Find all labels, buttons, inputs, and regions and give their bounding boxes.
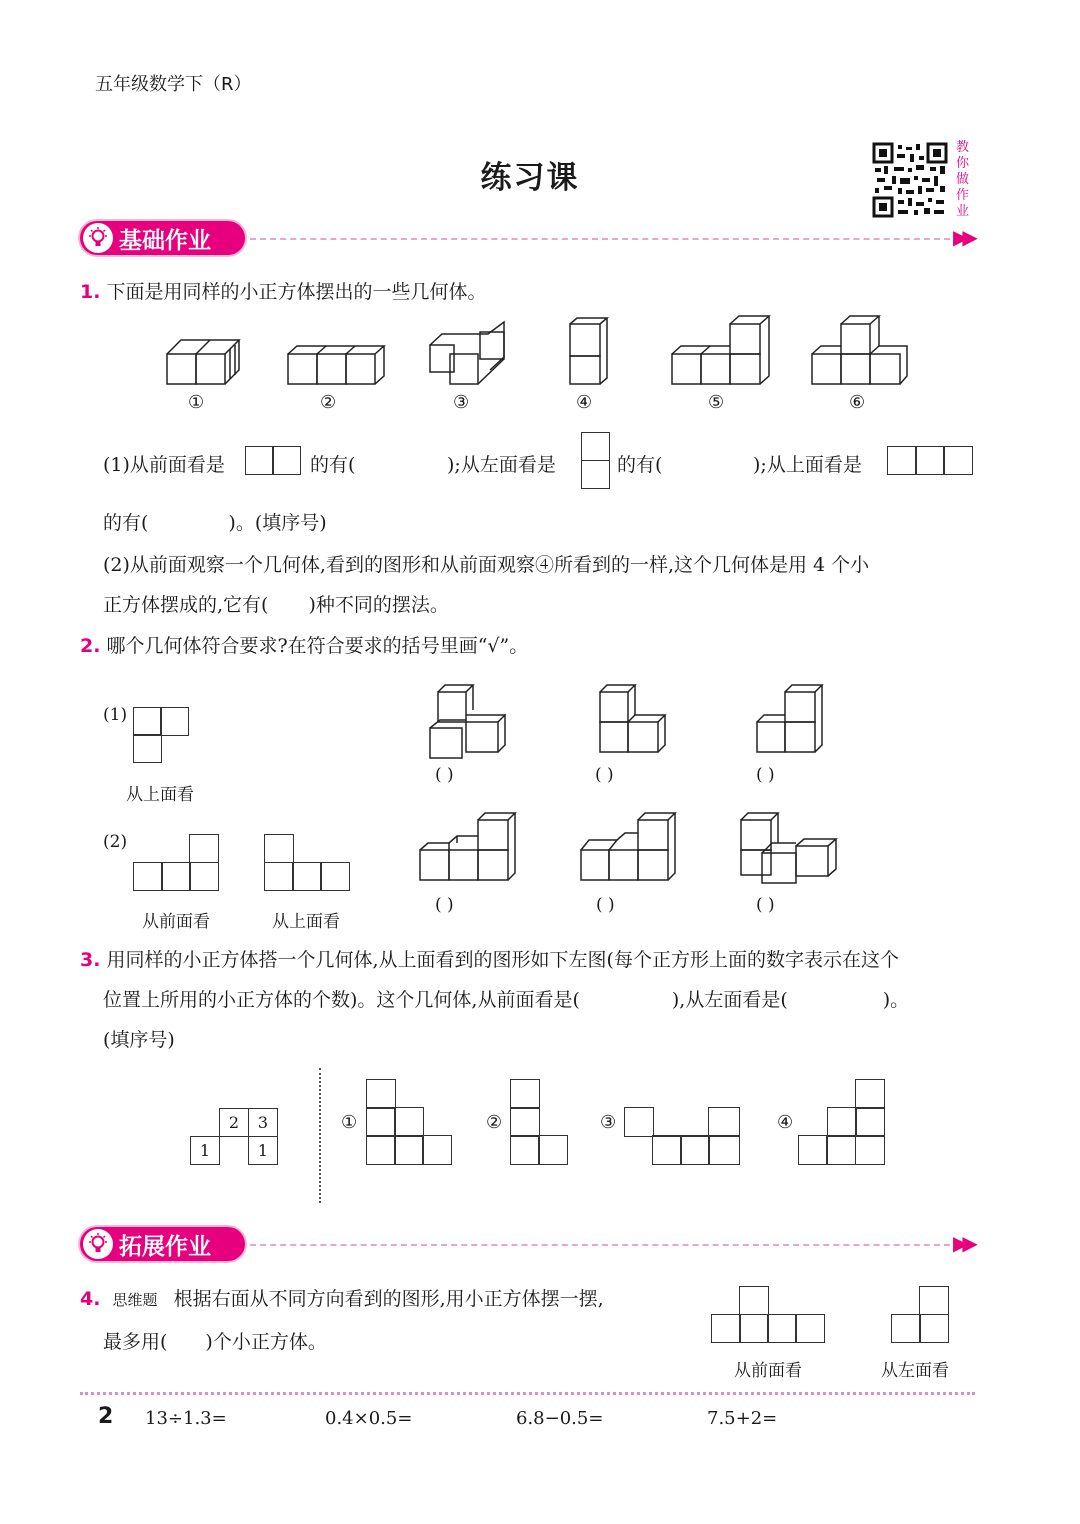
shape-cell — [422, 1135, 452, 1165]
shape-cell — [581, 460, 610, 489]
double-arrow-icon: ▶▶ — [953, 225, 972, 249]
caption: 从左面看 — [881, 1361, 949, 1381]
q3-line2: 位置上所用的小正方体的个数)。这个几何体,从前面看是( ),从左面看是( )。 — [103, 989, 910, 1011]
shape-cell — [394, 1107, 424, 1137]
shape-cell — [680, 1135, 710, 1165]
shape-cell — [160, 707, 189, 736]
shape-cell — [915, 446, 945, 475]
answer-parens[interactable]: ( ) — [596, 895, 615, 915]
shape-cell — [798, 1135, 828, 1165]
shape-cell — [739, 1314, 769, 1343]
grid-cell: 1 — [190, 1136, 220, 1165]
shape-cell — [887, 446, 917, 475]
shape-cell — [767, 1314, 797, 1343]
caption: 从上面看 — [272, 912, 340, 932]
shape-cell — [855, 1079, 885, 1109]
shape-cell — [827, 1107, 857, 1137]
shape-cell — [919, 1314, 949, 1343]
divider — [250, 238, 950, 240]
q1-p1-text: 的有( — [310, 454, 356, 476]
shape-cell — [510, 1107, 540, 1137]
shape-cell — [264, 862, 294, 891]
fig-label: ② — [486, 1112, 503, 1133]
shape-cell — [272, 446, 301, 475]
shape-cell — [943, 446, 973, 475]
question-3: 3. 用同样的小正方体搭一个几何体,从上面看到的图形如下左图(每个正方形上面的数字表示在这个 — [80, 949, 899, 971]
q2-row1-figures — [420, 680, 840, 760]
qr-code-icon — [872, 142, 948, 218]
fig-label: ③ — [600, 1112, 617, 1133]
caption: 从前面看 — [142, 912, 210, 932]
q1-p1-text: 的有( — [617, 454, 663, 476]
q2-row2-figures — [415, 808, 845, 888]
section-banner-extend — [80, 1227, 245, 1261]
shape-cell — [826, 1135, 856, 1165]
answer-parens[interactable]: ( ) — [435, 895, 454, 915]
shape-cell — [891, 1314, 921, 1343]
shape-cell — [919, 1286, 949, 1315]
question-4: 4. 思维题 根据右面从不同方向看到的图形,用小正方体摆一摆, — [80, 1288, 604, 1310]
q1-p1-text: );从上面看是 — [753, 454, 862, 476]
q1-p1-text: );从左面看是 — [447, 454, 556, 476]
exercise: 0.4×0.5= — [325, 1408, 413, 1429]
grid-cell: 3 — [248, 1108, 278, 1137]
q1-figures — [150, 312, 930, 417]
shape-cell — [711, 1314, 741, 1343]
shape-cell — [795, 1314, 825, 1343]
fig-label: ① — [188, 392, 205, 413]
lightbulb-icon — [83, 223, 113, 253]
fig-label: ④ — [576, 392, 593, 413]
shape-cell — [855, 1135, 885, 1165]
shape-cell — [366, 1079, 396, 1109]
section-title: 拓展作业 — [119, 1233, 211, 1260]
shape-cell — [652, 1107, 710, 1137]
shape-cell — [292, 862, 322, 891]
q1-p2-text: (2)从前面观察一个几何体,看到的图形和从前面观察④所看到的一样,这个几何体是用 4 个小 — [103, 554, 870, 576]
shape-cell — [245, 446, 274, 475]
answer-parens[interactable]: ( ) — [595, 765, 614, 785]
shape-cell — [161, 862, 191, 891]
shape-cell — [708, 1107, 740, 1137]
shape-cell — [652, 1135, 682, 1165]
divider — [250, 1244, 950, 1246]
fig-label: ① — [341, 1112, 358, 1133]
shape-cell — [855, 1107, 885, 1137]
grid-cell: 1 — [248, 1136, 278, 1165]
section-banner-basic — [80, 221, 245, 255]
shape-cell — [366, 1135, 396, 1165]
shape-cell — [189, 862, 219, 891]
shape-cell — [133, 734, 162, 763]
shape-cell — [133, 707, 162, 736]
shape-cell — [510, 1135, 540, 1165]
lightbulb-icon — [83, 1229, 113, 1259]
shape-cell — [739, 1286, 769, 1315]
answer-parens[interactable]: ( ) — [756, 765, 775, 785]
shape-cell — [189, 834, 219, 863]
shape-cell — [581, 432, 610, 461]
page-number: 2 — [98, 1404, 114, 1429]
qr-side-text: 教 你 做 作 业 — [956, 140, 970, 219]
q3-line3: (填序号) — [103, 1029, 175, 1051]
exercise: 6.8−0.5= — [516, 1408, 604, 1429]
shape-cell — [510, 1079, 540, 1109]
question-1: 1. 下面是用同样的小正方体摆出的一些几何体。 — [80, 281, 487, 303]
fig-label: ⑥ — [849, 392, 866, 413]
fig-label: ③ — [453, 392, 470, 413]
separator — [319, 1068, 321, 1203]
q2-sub1: (1) — [103, 705, 128, 725]
shape-cell — [538, 1135, 568, 1165]
answer-parens[interactable]: ( ) — [435, 765, 454, 785]
question-2: 2. 哪个几何体符合要求?在符合要求的括号里画“√”。 — [80, 635, 529, 657]
shape-cell — [264, 834, 294, 863]
grid-cell: 2 — [219, 1108, 249, 1137]
section-title: 基础作业 — [119, 227, 211, 254]
fig-label: ④ — [777, 1112, 794, 1133]
q4-line2: 最多用( )个小正方体。 — [103, 1331, 327, 1353]
page-title: 练习课 — [480, 160, 580, 196]
shape-cell — [366, 1107, 396, 1137]
fig-label: ⑤ — [708, 392, 725, 413]
q1-p2-text: 正方体摆成的,它有( )种不同的摆法。 — [103, 594, 449, 616]
shape-cell — [133, 862, 163, 891]
q1-p1-text: 的有( )。(填序号) — [103, 512, 327, 534]
double-arrow-icon: ▶▶ — [953, 1231, 972, 1255]
page-header: 五年级数学下（R） — [95, 74, 252, 95]
caption: 从前面看 — [734, 1361, 802, 1381]
shape-cell — [320, 862, 350, 891]
footer-divider — [80, 1392, 975, 1395]
fig-label: ② — [320, 392, 337, 413]
exercise: 13÷1.3= — [145, 1408, 227, 1429]
q1-p1-text: (1)从前面看是 — [103, 454, 225, 476]
caption: 从上面看 — [126, 785, 194, 805]
shape-cell — [394, 1135, 424, 1165]
exercise: 7.5+2= — [707, 1408, 778, 1429]
shape-cell — [708, 1135, 740, 1165]
shape-cell — [624, 1107, 654, 1137]
q2-sub2: (2) — [103, 832, 128, 852]
answer-parens[interactable]: ( ) — [756, 895, 775, 915]
